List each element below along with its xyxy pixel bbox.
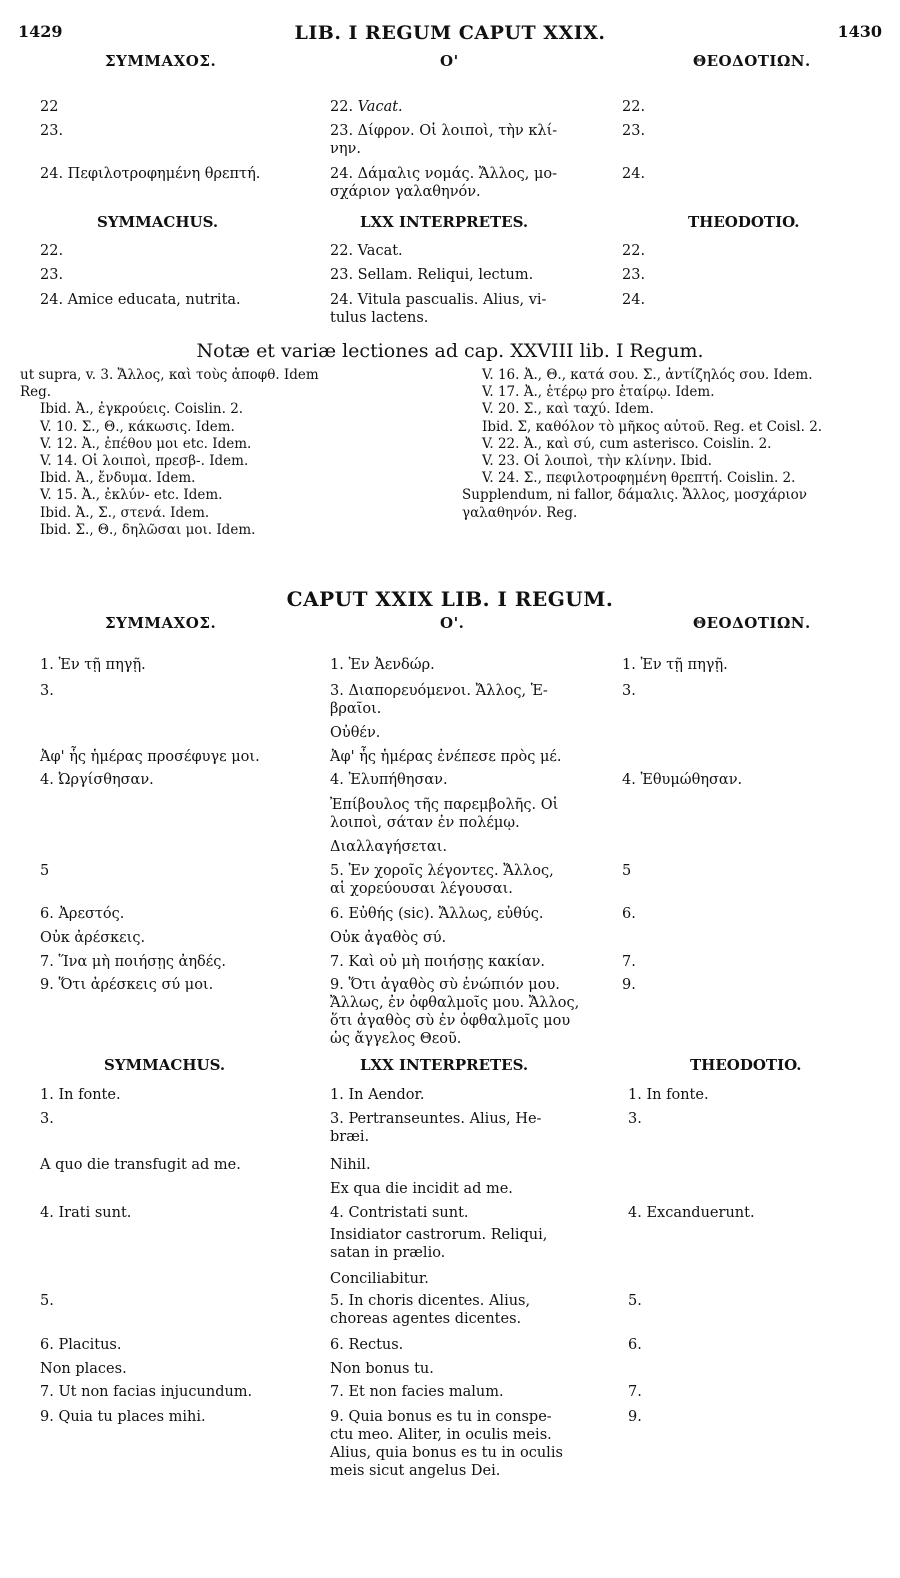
symmachus-cell: 1. In fonte. xyxy=(40,1087,121,1103)
theodotion-cell: 5 xyxy=(622,863,632,879)
symmachus-cell: 7. Ἵνα μὴ ποιήσῃς ἀηδές. xyxy=(40,954,227,970)
lxx-cell xyxy=(330,656,592,674)
lxx-greek-heading: Ο' xyxy=(440,52,459,70)
lxx-line: Οὐθέν. xyxy=(330,725,381,741)
lxx-cell xyxy=(330,905,592,923)
lxx-cell: 22. Vacat. xyxy=(330,243,403,259)
lxx-line: 6. Εὐθής (sic). Ἄλλως, εὐθύς. xyxy=(330,906,544,922)
lxx-line: Non bonus tu. xyxy=(330,1361,434,1377)
symmachus-cell: 9. Ὅτι ἀρέσκεις σύ μοι. xyxy=(40,977,214,993)
symmachus-cell: Ἀφ' ἧς ἡμέρας προσέφυγε μοι. xyxy=(40,749,260,765)
theodotion-greek-heading: ΘΕΟΔΟΤΙΩΝ. xyxy=(693,614,811,632)
symmachus-cell: 23. xyxy=(40,267,64,283)
lxx-line: tulus lactens. xyxy=(330,310,429,326)
theodotion-cell: 3. xyxy=(622,683,636,699)
theodotion-cell: 9. xyxy=(622,977,636,993)
symmachus-cell: 24. Amice educata, nutrita. xyxy=(40,292,241,308)
theodotion-cell: 22. xyxy=(622,243,646,259)
symmachus-cell: 5 xyxy=(40,863,50,879)
lxx-line: Conciliabitur. xyxy=(330,1271,429,1287)
lxx-line: Ἄλλως, ἐν ὀφθαλμοῖς μου. Ἄλλος, xyxy=(330,995,580,1011)
lxx-cell xyxy=(330,1204,592,1222)
lxx-line: 3. Pertranseuntes. Alius, He- xyxy=(330,1111,542,1127)
note-line: V. 10. Σ., Θ., κάκωσις. Idem. xyxy=(40,418,235,435)
theodotion-cell: 1. In fonte. xyxy=(628,1087,709,1103)
right-page-number: 1430 xyxy=(837,22,882,41)
theodotion-cell: 1. Ἐν τῇ πηγῇ. xyxy=(622,657,728,673)
note-line: Ibid. Σ., Θ., δηλῶσαι μοι. Idem. xyxy=(40,521,256,538)
lxx-cell xyxy=(330,953,592,971)
lxx-line: λοιποὶ, σάταν ἐν πολέμῳ. xyxy=(330,815,520,831)
lxx-line: νην. xyxy=(330,141,361,157)
symmachus-cell: 3. xyxy=(40,683,54,699)
lxx-greek-heading: Ο'. xyxy=(440,614,465,632)
theodotion-greek-heading: ΘΕΟΔΟΤΙΩΝ. xyxy=(693,52,811,70)
lxx-cell xyxy=(330,98,592,116)
lxx-line: 9. Quia bonus es tu in conspe- xyxy=(330,1409,552,1425)
lxx-line: 3. Διαπορευόμενοι. Ἄλλος, Ἑ- xyxy=(330,683,548,699)
lxx-line: Alius, quia bonus es tu in oculis xyxy=(330,1445,563,1461)
lxx-line: Οὐκ ἀγαθὸς σύ. xyxy=(330,930,447,946)
lxx-cell: 23. Sellam. Reliqui, lectum. xyxy=(330,267,534,283)
symmachus-cell: 5. xyxy=(40,1293,54,1309)
verse-number: 22. xyxy=(330,99,358,115)
symmachus-greek-heading: ΣΥΜΜΑΧΟΣ. xyxy=(105,52,217,70)
lxx-line: satan in prælio. xyxy=(330,1245,446,1261)
lxx-line: 7. Et non facies malum. xyxy=(330,1384,504,1400)
lxx-cell xyxy=(330,724,592,742)
symmachus-cell: 6. Placitus. xyxy=(40,1337,122,1353)
symmachus-cell: 4. Ὠργίσθησαν. xyxy=(40,772,154,788)
lxx-cell xyxy=(330,1226,592,1262)
lxx-cell xyxy=(330,1336,592,1354)
left-page-number: 1429 xyxy=(18,22,63,41)
notes-left-column xyxy=(20,367,319,539)
lxx-line: 9. Ὅτι ἀγαθὸς σὺ ἐνώπιόν μου. xyxy=(330,977,560,993)
symmachus-cell: Οὐκ ἀρέσκεις. xyxy=(40,930,146,946)
lxx-line: 7. Καὶ οὐ μὴ ποιήσῃς κακίαν. xyxy=(330,954,546,970)
symmachus-cell: 3. xyxy=(40,1111,54,1127)
theodotio-latin-heading: THEODOTIO. xyxy=(688,213,800,231)
lxx-line: ὅτι ἀγαθὸς σὺ ἐν ὀφθαλμοῖς μου xyxy=(330,1013,571,1029)
theodotion-cell: 6. xyxy=(628,1337,642,1353)
lxx-cell xyxy=(330,862,592,898)
lxx-line: βραῖοι. xyxy=(330,701,382,717)
theodotion-cell: 9. xyxy=(628,1409,642,1425)
lxx-cell xyxy=(330,1383,592,1401)
lxx-cell xyxy=(330,1292,592,1328)
lxx-line: 4. Ἐλυπήθησαν. xyxy=(330,772,448,788)
symmachus-cell: 22. xyxy=(40,243,64,259)
running-header: LIB. I REGUM CAPUT XXIX. xyxy=(294,22,606,44)
lxx-cell xyxy=(330,1270,592,1288)
lxx-line: 24. Δάμαλις νομάς. Ἄλλος, μο- xyxy=(330,166,557,182)
lxx-line: Διαλλαγήσεται. xyxy=(330,839,447,855)
lxx-cell xyxy=(330,682,592,718)
lxx-text: Vacat. xyxy=(357,99,403,115)
symmachus-cell: 24. Πεφιλοτροφημένη θρεπτή. xyxy=(40,166,261,182)
lxx-line: 5. In choris dicentes. Alius, xyxy=(330,1293,531,1309)
note-line: Ibid. Ἀ., ἐγκρούεις. Coislin. 2. xyxy=(40,401,244,418)
lxx-latin-heading: LXX INTERPRETES. xyxy=(360,1056,529,1074)
note-line: Reg. xyxy=(20,384,52,401)
notes-right-column xyxy=(462,367,823,522)
note-line: V. 24. Σ., πεφιλοτροφημένη θρεπτή. Coislin. 2. xyxy=(482,470,796,487)
note-line: V. 17. Ἀ., ἑτέρῳ pro ἑταίρῳ. Idem. xyxy=(482,384,715,401)
lxx-line: 24. Vitula pascualis. Alius, vi- xyxy=(330,292,547,308)
theodotion-cell: 5. xyxy=(628,1293,642,1309)
lxx-cell xyxy=(330,796,592,832)
note-line: Ibid. Ἀ., ἔνδυμα. Idem. xyxy=(40,470,196,487)
theodotion-cell: 23. xyxy=(622,267,646,283)
chapter-heading: CAPUT XXIX LIB. I REGUM. xyxy=(286,587,614,611)
lxx-line: Insidiator castrorum. Reliqui, xyxy=(330,1227,548,1243)
lxx-line: 1. In Aendor. xyxy=(330,1087,425,1103)
theodotion-cell: 7. xyxy=(622,954,636,970)
lxx-line: 6. Rectus. xyxy=(330,1337,404,1353)
note-line: V. 15. Ἀ., ἐκλύν- etc. Idem. xyxy=(40,487,223,504)
symmachus-latin-heading: SYMMACHUS. xyxy=(97,213,219,231)
notes-title: Notæ et variæ lectiones ad cap. XXVIII lib. I Regum. xyxy=(196,340,704,362)
lxx-line: 23. Δίφρον. Οἱ λοιποὶ, τὴν κλί- xyxy=(330,123,558,139)
lxx-cell xyxy=(330,929,592,947)
symmachus-cell: 6. Ἀρεστός. xyxy=(40,906,125,922)
lxx-line: choreas agentes dicentes. xyxy=(330,1311,522,1327)
lxx-cell xyxy=(330,771,592,789)
theodotion-cell: 7. xyxy=(628,1384,642,1400)
lxx-cell xyxy=(330,1086,592,1104)
lxx-line: Ἀφ' ἧς ἡμέρας ἐνέπεσε πρὸς μέ. xyxy=(330,749,562,765)
note-line: ut supra, v. 3. Ἄλλος, καὶ τοὺς ἀποφθ. Idem xyxy=(20,367,319,383)
theodotion-cell: 4. Ἐθυμώθησαν. xyxy=(622,772,743,788)
symmachus-cell: 9. Quia tu places mihi. xyxy=(40,1409,206,1425)
symmachus-cell: 1. Ἐν τῇ πηγῇ. xyxy=(40,657,146,673)
note-line: Ibid. Σ, καθόλον τὸ μῆκος αὐτοῦ. Reg. et Coisl. 2. xyxy=(482,418,823,435)
lxx-cell xyxy=(330,122,592,158)
symmachus-cell: 22 xyxy=(40,99,59,115)
symmachus-cell: Non places. xyxy=(40,1361,127,1377)
note-line: V. 22. Ἀ., καὶ σύ, cum asterisco. Coislin. 2. xyxy=(482,435,772,452)
note-line: V. 14. Οἱ λοιποὶ, πρεσβ-. Idem. xyxy=(40,453,249,470)
lxx-cell xyxy=(330,1180,592,1198)
lxx-line: 1. Ἐν Ἀενδώρ. xyxy=(330,657,435,673)
lxx-latin-heading: LXX INTERPRETES. xyxy=(360,213,529,231)
theodotion-cell: 24. xyxy=(622,166,646,182)
note-line: V. 23. Οἱ λοιποὶ, τὴν κλίνην. Ibid. xyxy=(482,453,712,470)
lxx-line: Nihil. xyxy=(330,1157,371,1173)
lxx-line: σχάριον γαλαθηνόν. xyxy=(330,184,481,200)
note-line: Ibid. Ἀ., Σ., στενά. Idem. xyxy=(40,504,210,521)
lxx-cell xyxy=(330,1360,592,1378)
note-line: V. 12. Ἀ., ἐπέθου μοι etc. Idem. xyxy=(40,435,252,452)
lxx-line: 5. Ἐν χοροῖς λέγοντες. Ἄλλος, xyxy=(330,863,554,879)
theodotion-cell: 22. xyxy=(622,99,646,115)
theodotion-cell: 23. xyxy=(622,123,646,139)
lxx-cell xyxy=(330,291,592,327)
theodotion-cell: 24. xyxy=(622,292,646,308)
lxx-cell xyxy=(330,838,592,856)
lxx-line: bræi. xyxy=(330,1129,370,1145)
lxx-line: meis sicut angelus Dei. xyxy=(330,1463,501,1479)
theodotio-latin-heading: THEODOTIO. xyxy=(690,1056,802,1074)
lxx-line: Ex qua die incidit ad me. xyxy=(330,1181,513,1197)
symmachus-cell: 7. Ut non facias injucundum. xyxy=(40,1384,253,1400)
lxx-cell xyxy=(330,748,592,766)
lxx-cell xyxy=(330,976,592,1048)
lxx-cell xyxy=(330,1156,592,1174)
lxx-cell xyxy=(330,1110,592,1146)
note-line: V. 20. Σ., καὶ ταχύ. Idem. xyxy=(482,401,654,418)
symmachus-cell: 4. Irati sunt. xyxy=(40,1205,132,1221)
lxx-line: 4. Contristati sunt. xyxy=(330,1205,469,1221)
lxx-line: ctu meo. Aliter, in oculis meis. xyxy=(330,1427,552,1443)
lxx-line: αἱ χορεύουσαι λέγουσαι. xyxy=(330,881,513,897)
note-line: Supplendum, ni fallor, δάμαλις. Ἄλλος, μοσχάριον xyxy=(462,487,808,504)
note-line: V. 16. Ἀ., Θ., κατά σου. Σ., ἀντίζηλός σου. Idem. xyxy=(482,367,813,383)
theodotion-cell: 6. xyxy=(622,906,636,922)
symmachus-cell: 23. xyxy=(40,123,64,139)
symmachus-cell: A quo die transfugit ad me. xyxy=(40,1157,241,1173)
note-line: γαλαθηνόν. Reg. xyxy=(462,504,578,521)
theodotion-cell: 3. xyxy=(628,1111,642,1127)
lxx-line: Ἐπίβουλος τῆς παρεμβολῆς. Οἱ xyxy=(330,797,559,813)
lxx-line: ὡς ἄγγελος Θεοῦ. xyxy=(330,1031,462,1047)
lxx-cell xyxy=(330,1408,592,1480)
symmachus-latin-heading: SYMMACHUS. xyxy=(104,1056,226,1074)
theodotion-cell: 4. Excanduerunt. xyxy=(628,1205,755,1221)
lxx-cell xyxy=(330,165,592,201)
symmachus-greek-heading: ΣΥΜΜΑΧΟΣ. xyxy=(105,614,217,632)
